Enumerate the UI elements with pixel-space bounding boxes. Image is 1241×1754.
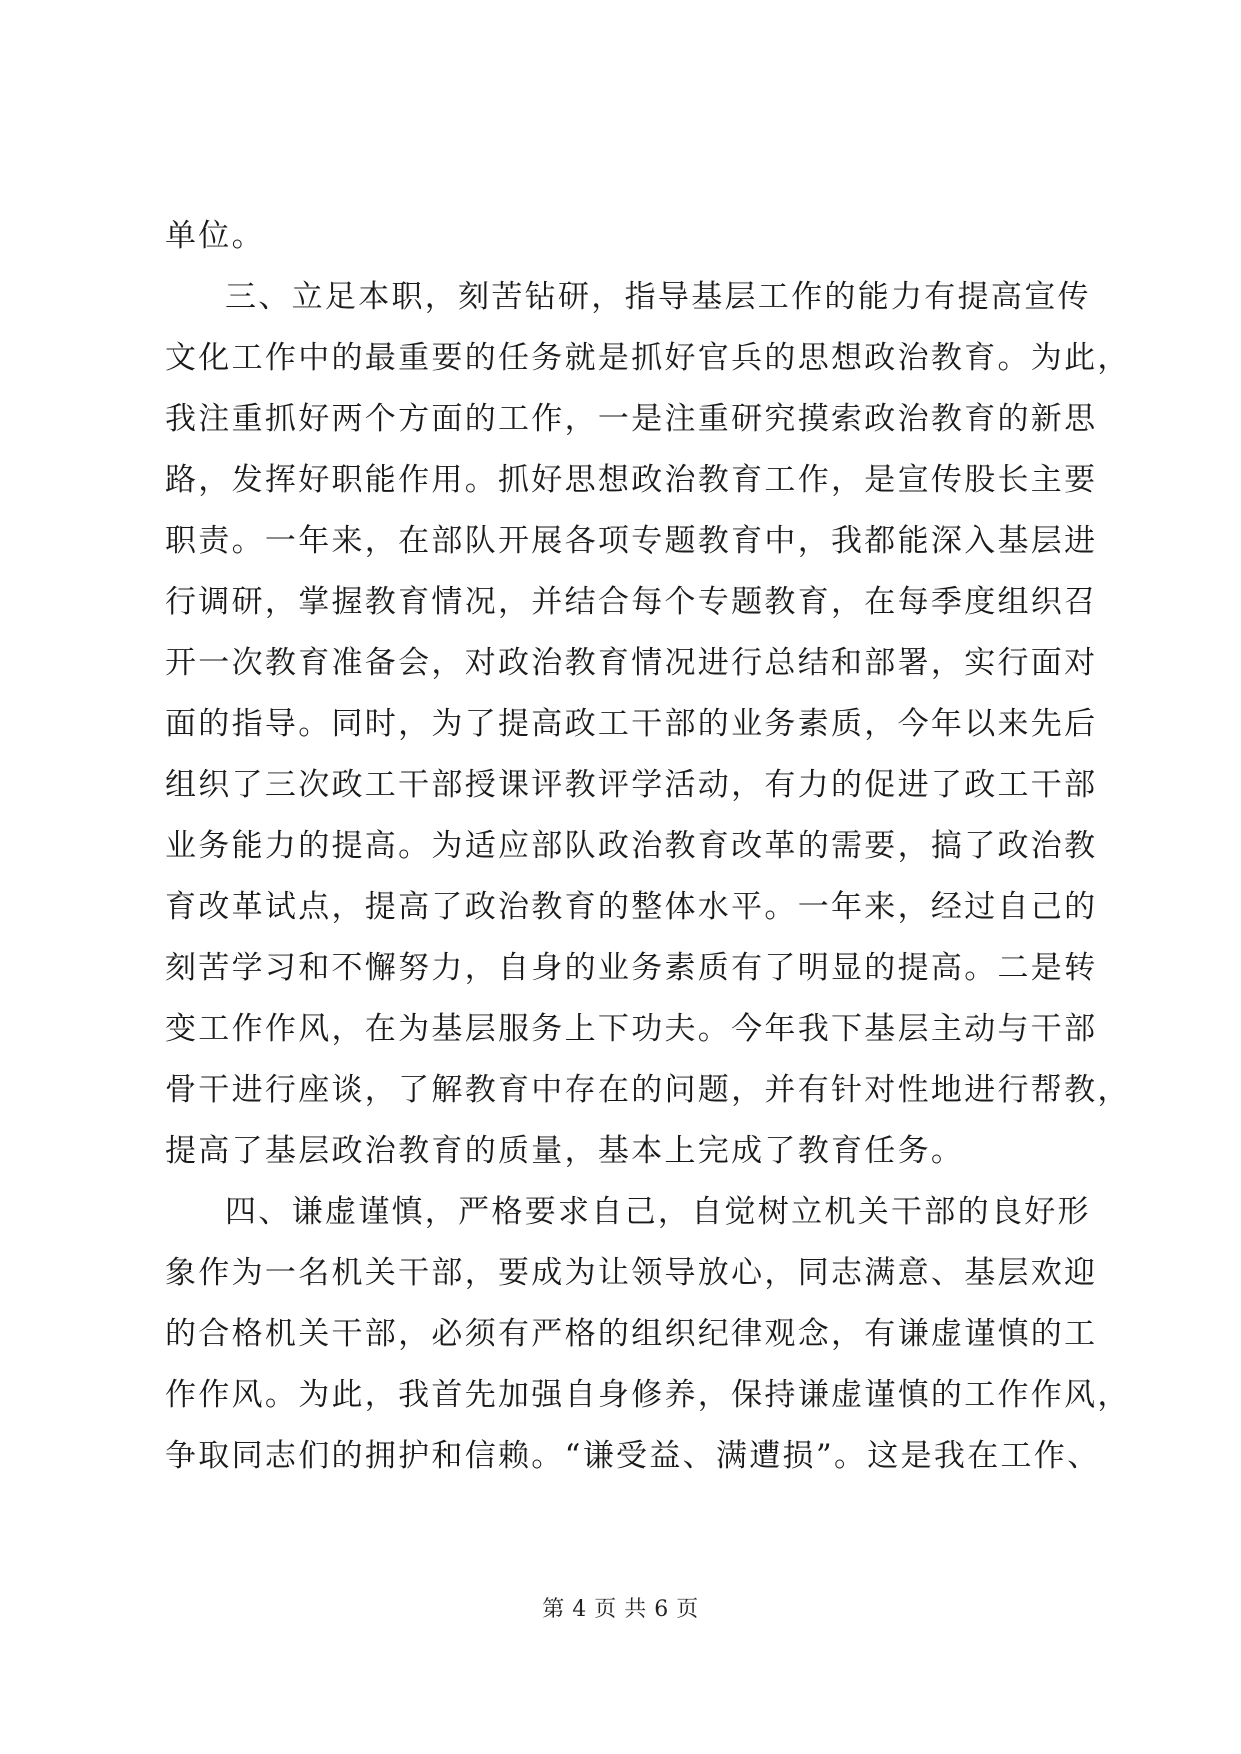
text-line: 我注重抓好两个方面的工作，一是注重研究摸索政治教育的新思 bbox=[165, 401, 1098, 437]
text-line: 作作风。为此，我首先加强自身修养，保持谦虚谨慎的工作作风， bbox=[165, 1377, 1131, 1413]
text-line: 三、立足本职，刻苦钻研，指导基层工作的能力有提高宣传 bbox=[225, 279, 1091, 315]
page-number-footer: 第 4 页 共 6 页 bbox=[542, 1597, 699, 1622]
body-text bbox=[165, 206, 1131, 1487]
text-line: 四、谦虚谨慎，严格要求自己，自觉树立机关干部的良好形 bbox=[225, 1194, 1091, 1230]
text-line: 开一次教育准备会，对政治教育情况进行总结和部署，实行面对 bbox=[165, 645, 1098, 681]
text-line: 育改革试点，提高了政治教育的整体水平。一年来，经过自己的 bbox=[165, 889, 1098, 925]
text-line: 文化工作中的最重要的任务就是抓好官兵的思想政治教育。为此， bbox=[165, 340, 1131, 376]
text-line: 变工作作风，在为基层服务上下功夫。今年我下基层主动与干部 bbox=[165, 1011, 1098, 1047]
text-line: 刻苦学习和不懈努力，自身的业务素质有了明显的提高。二是转 bbox=[165, 950, 1098, 986]
text-line: 业务能力的提高。为适应部队政治教育改革的需要，搞了政治教 bbox=[165, 828, 1098, 864]
text-line: 面的指导。同时，为了提高政工干部的业务素质，今年以来先后 bbox=[165, 706, 1098, 742]
text-line: 行调研，掌握教育情况，并结合每个专题教育，在每季度组织召 bbox=[165, 584, 1098, 620]
text-line: 骨干进行座谈，了解教育中存在的问题，并有针对性地进行帮教， bbox=[165, 1072, 1131, 1108]
text-line: 的合格机关干部，必须有严格的组织纪律观念，有谦虚谨慎的工 bbox=[165, 1316, 1098, 1352]
text-line: 单位。 bbox=[165, 218, 265, 254]
text-line: 组织了三次政工干部授课评教评学活动，有力的促进了政工干部 bbox=[165, 767, 1098, 803]
text-line: 职责。一年来，在部队开展各项专题教育中，我都能深入基层进 bbox=[165, 523, 1098, 559]
text-line: 提高了基层政治教育的质量，基本上完成了教育任务。 bbox=[165, 1133, 965, 1169]
text-line: 象作为一名机关干部，要成为让领导放心，同志满意、基层欢迎 bbox=[165, 1255, 1098, 1291]
text-line: 路，发挥好职能作用。抓好思想政治教育工作，是宣传股长主要 bbox=[165, 462, 1098, 498]
text-line: 争取同志们的拥护和信赖。“谦受益、满遭损”。这是我在工作、 bbox=[165, 1438, 1101, 1474]
